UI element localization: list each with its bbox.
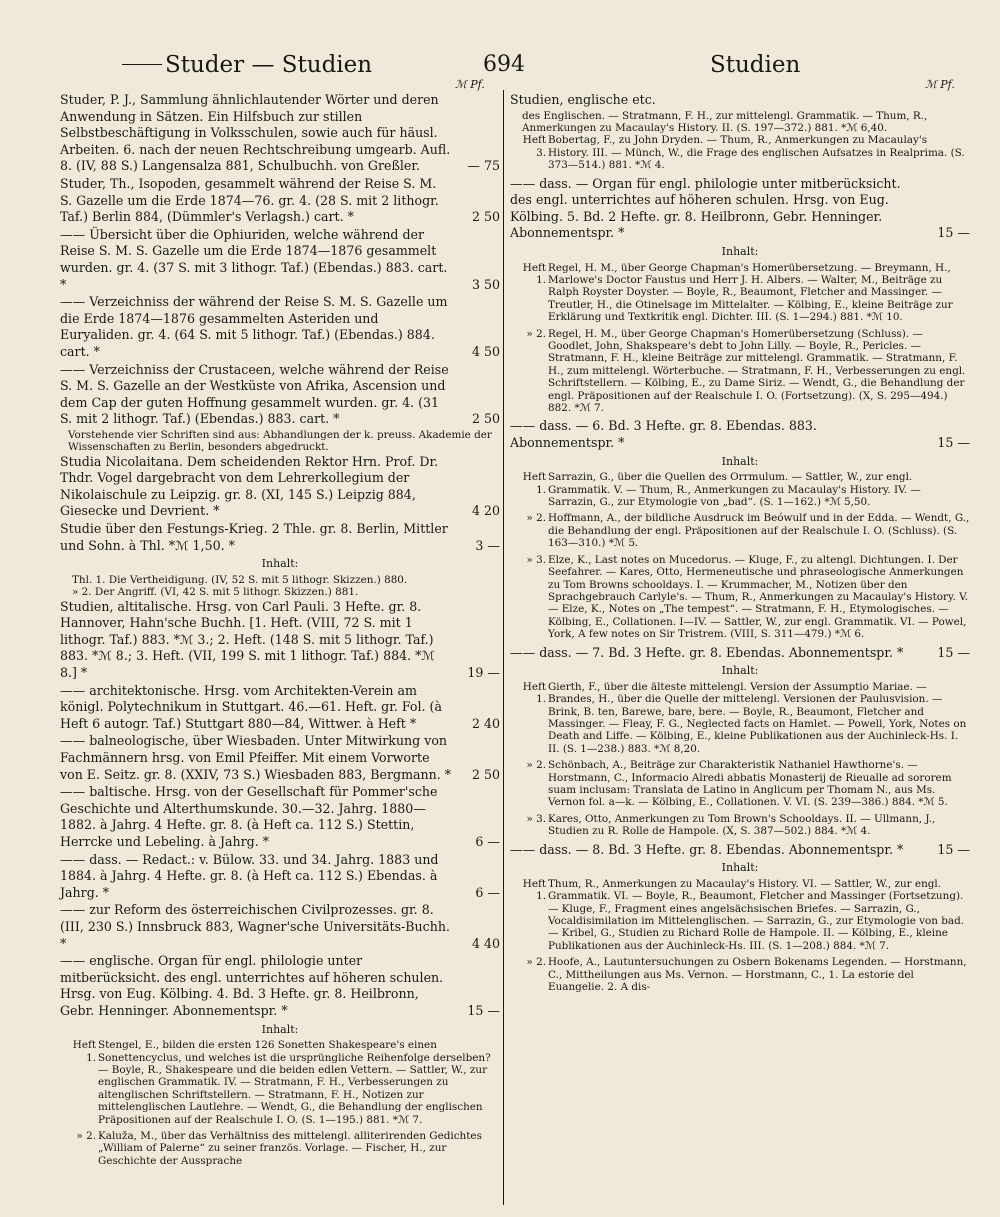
header-right-title: Studien [710,52,801,78]
entry-price: 2 50 [471,766,500,782]
entry-price: 15 — [937,841,970,857]
entry-text: —— zur Reform des österreichischen Civilprozesses. gr. 8. (III, 230 S.) Innsbruck 883, Wagner'sche Universitäts-Buchh. * [60,902,450,951]
entry-text: —— dass. — Organ für engl. philologie unter mitberücksicht. des engl. unterrichtes auf höheren schulen. Hrsg. von Eug. Kölbing. 5. Bd. 2 Hefte. gr. 8. Heilbronn, Gebr. Henninger. Abonnementspr. * [510,175,901,241]
inhalt-heading: Inhalt: [721,861,759,875]
entry-price: 4 20 [471,503,500,519]
heft-text: Bobertag, F., zu John Dryden. — Thum, R., Anmerkungen zu Macaulay's History. III. — Münch, W., die Frage des englischen Aufsatzes in Realprima. (S. 373—514.) 881. *ℳ 4. [548,134,965,172]
heft-label: » 2. [526,327,546,340]
inhalt-heading: Inhalt: [261,557,299,571]
heft-label: Heft 1. [522,261,546,286]
header-rule-left [122,64,162,65]
entry-price: 2 50 [471,209,500,225]
entry-continuation: des Englischen. — Stratmann, F. H., zur mittelengl. Grammatik. — Thum, R., Anmerkungen zu Macaulay's History. II. (S. 197—372.) 881. *ℳ 6,40. [522,109,928,134]
left-column [60,92,500,1171]
catalog-entry [60,92,500,175]
inhalt-line: » 2. Der Angriff. (VI, 42 S. mit 5 lithogr. Skizzen.) 881. [72,586,359,599]
catalog-entry [510,842,970,859]
entry-price: 4 40 [471,935,500,951]
entry-price: 15 — [937,225,970,241]
catalog-entry [60,953,500,1019]
catalog-entry [510,645,970,662]
heft-entry [510,134,970,171]
entry-price: 3 50 [471,276,500,292]
entry-price: — 75 [467,158,500,174]
heft-label: Heft 1. [522,680,546,706]
heft-entry [510,262,970,324]
currency-label-right: ℳ Pf. [925,78,955,91]
heft-entry [60,1039,500,1126]
heft-entry [510,759,970,809]
inhalt-line: Thl. 1. Die Vertheidigung. (IV, 52 S. mit 5 lithogr. Skizzen.) 880. [72,573,408,586]
heft-entry [510,554,970,641]
entry-text: Studie über den Festungs-Krieg. 2 Thle. gr. 8. Berlin, Mittler und Sohn. à Thl. *ℳ 1,50. * [60,521,448,553]
catalog-entry [60,902,500,952]
heft-text: Schönbach, A., Beiträge zur Charakteristik Nathaniel Hawthorne's. — Horstmann, C., Informacio Alredi abbatis Monasterij de Rieualle ad sororem suam inclusam: Translata de Latino in Anglicum per Thomam N., aus Ms. Vernon fol. a—k. — Kölbing, E., Collationen. V. VI. (S. 239—386.) 884. *ℳ 5. [548,759,952,809]
heft-text: Hoofe, A., Lautuntersuchungen zu Osbern Bokenams Legenden. — Horstmann, C., Mittheilungen aus Ms. Vernon. — Horstmann, C., 1. La estorie del Euangelie. 2. A dis- [548,956,967,994]
entry-price: 15 — [467,1002,500,1018]
catalog-entry [60,176,500,226]
inhalt-heading: Inhalt: [721,245,759,258]
heft-text: Kares, Otto, Anmerkungen zu Tom Brown's Schooldays. II. — Ullmann, J., Studien zu R. Rolle de Hampole. (X, S. 387—502.) 884. *ℳ 4. [548,812,936,838]
entry-text: —— dass. — 6. Bd. 3 Hefte. gr. 8. Ebendas. 883. Abonnementspr. * [510,418,817,451]
entry-text: Studien, englische etc. [510,92,656,107]
entry-price: 6 — [475,884,500,900]
entry-text: Studer, Th., Isopoden, gesammelt während der Reise S. M. S. Gazelle um die Erde 1874—76. gr. 4. (28 S. mit 2 lithogr. Taf.) Berlin 884, (Dümmler's Verlagsh.) cart. * [60,175,439,225]
catalog-entry [510,92,970,109]
heft-text: Stengel, E., bilden die ersten 126 Sonetten Shakespeare's einen Sonettencyclus, und welches ist die ursprüngliche Reihenfolge derselben? — Boyle, R., Shakespeare und die beiden edlen Vettern. — Sattler, W., zur englischen Grammatik. IV. — Stratmann, F. H., Verbesserungen zu altenglischen Schriftstellern. — Stratmann, F. H., Notizen zur mittelenglischen Lautlehre. — Wendt, G., die Behandlung der englischen Präpositionen auf der Realschule I. O. (S. 1—195.) 881. *ℳ 7. [98,1039,491,1126]
catalog-entry [60,683,500,733]
heft-label: Heft 1. [72,1039,96,1064]
heft-label: » 2. [526,956,546,969]
header-left-title: Studer — Studien [165,52,373,78]
heft-text: Regel, H. M., über George Chapman's Homerübersetzung. — Breymann, H., Marlowe's Doctor Faustus und Herr J. H. Albers. — Walter, M., Beiträge zu Ralph Royster Doyster. — Boyle, R., Beaumont, Fletcher and Massinger. — Treutler, H., die Otinelsage im Mittelalter. — Kölbing, E., kleine Beiträge zur Erklärung und Textkritik engl. Dichter. III. (S. 1—294.) 881. *ℳ 10. [548,261,953,324]
catalog-entry [60,521,500,554]
heft-entry [510,956,970,993]
heft-text: Sarrazin, G., über die Quellen des Orrmulum. — Sattler, W., zur engl. Grammatik. V. — Thum, R., Anmerkungen zu Macaulay's History. IV. — Sarrazin, G., zur Etymologie von „bad“. (S. 1—162.) *ℳ 5,50. [548,471,921,509]
entry-text: —— dass. — 8. Bd. 3 Hefte. gr. 8. Ebendas. Abonnementspr. * [510,841,904,857]
heft-text: Gierth, F., über die älteste mittelengl. Version der Assumptio Mariae. — Brandes, H., über die Quelle der mittelengl. Versionen der Paulusvision. — Brink, B. ten, Barewe, bare, bere. — Boyle, R., Beaumont, Fletcher and Massinger. — Fleay, F. G., Neglected facts on Hamlet. — Powell, York, Notes on Death and Liffe. — Kölbing, E., kleine Publikationen aus der Auchinleck-Hs. I. II. (S. 1—238.) 883. *ℳ 8,20. [548,680,967,755]
heft-entry [60,1130,500,1167]
heft-label: Heft 1. [522,471,546,496]
catalog-entry [60,852,500,902]
entry-text: Studia Nicolaitana. Dem scheidenden Rektor Hrn. Prof. Dr. Thdr. Vogel dargebracht von dem Lehrerkollegium der Nikolaischule zu Leipzig. gr. 8. (XI, 145 S.) Leipzig 884, Giesecke und Devrient. * [60,453,439,519]
catalog-entry [60,784,500,850]
entry-price: 3 — [475,537,500,553]
entry-price: 6 — [475,833,500,849]
entry-price: 2 50 [471,411,500,427]
heft-entry [510,878,970,952]
entry-price: 4 50 [471,343,500,359]
catalog-entry [60,362,500,428]
heft-label: » 2. [526,759,546,772]
heft-entry [510,328,970,415]
entry-price: 15 — [937,644,970,660]
heft-entry [510,471,970,508]
entry-text: —— Verzeichniss der Crustaceen, welche während der Reise S. M. S. Gazelle an der Westküste von Afrika, Ascension und dem Cap der guten Hoffnung gesammelt wurden. gr. 4. (31 S. mit 2 lithogr. Taf.) (Ebendas.) 883. cart. * [60,361,449,427]
heft-entry [510,813,970,838]
entry-text: —— baltische. Hrsg. von der Gesellschaft für Pommer'sche Geschichte und Alterthumskunde. 30.—32. Jahrg. 1880—1882. à Jahrg. 4 Hefte. gr. 8. (à Heft ca. 112 S.) Stettin, Herrcke und Lebeling. à Jahrg. * [60,784,438,849]
catalog-entry [510,418,970,451]
heft-label: » 2. [76,1129,96,1142]
inhalt-heading: Inhalt: [261,1022,299,1036]
currency-label-left: ℳ Pf. [455,78,485,91]
entry-text: —— balneologische, über Wiesbaden. Unter Mitwirkung von Fachmännern hrsg. von Emil Pfeiffer. Mit einem Vorworte von E. Seitz. gr. 8. (XXIV, 73 S.) Wiesbaden 883, Bergmann. * [60,733,452,782]
heft-label: Heft 3. [522,134,546,159]
heft-entry [510,512,970,549]
catalog-entry [60,227,500,293]
heft-label: » 2. [526,512,546,525]
inhalt-heading: Inhalt: [721,664,759,678]
heft-text: Regel, H. M., über George Chapman's Homerübersetzung (Schluss). — Goodlet, John, Shakspeare's debt to John Lilly. — Boyle, R., Pericles. — Stratmann, F. H., kleine Beiträge zur mittelengl. Grammatik. — Stratmann, F. H., zum mittelengl. Wörterbuche. — Stratmann, F. H., Verbesserungen zu engl. Schriftstellern. — Kölbing, E., zu Dame Siriz. — Wendt, G., die Behandlung der engl. Präpositionen auf der Realschule I. O. (Fortsetzung). (X, S. 295—494.) 882. *ℳ 7. [548,327,966,415]
entry-text: —— englische. Organ für engl. philologie unter mitberücksicht. des engl. unterrichtes auf höheren schulen. Hrsg. von Eug. Kölbing. 4. Bd. 3 Hefte. gr. 8. Heilbronn, Gebr. Henninger. Abonnementspr. * [60,953,444,1018]
heft-text: Hoffmann, A., der bildliche Ausdruck im Beówulf und in der Edda. — Wendt, G., die Behandlung der engl. Präpositionen auf der Realschule I. O. (Schluss). (S. 163—310.) *ℳ 5. [548,512,970,550]
inhalt-heading: Inhalt: [721,454,759,468]
catalog-entry [60,599,500,682]
entry-price: 19 — [467,665,500,681]
column-divider [503,90,504,1205]
entry-text: Studien, altitalische. Hrsg. von Carl Pauli. 3 Hefte. gr. 8. Hannover, Hahn'sche Buchh. [1. Heft. (VIII, 72 S. mit 1 lithogr. Taf.) 883. *ℳ 3.; 2. Heft. (148 S. mit 5 lithogr. Taf.) 883. *ℳ 8.; 3. Heft. (VII, 199 S. mit 1 lithogr. Taf.) 884. *ℳ 8.] * [60,598,435,681]
entry-price: 2 40 [471,715,500,731]
entry-text: —— Übersicht über die Ophiuriden, welche während der Reise S. M. S. Gazelle um die Erde 1874—1876 gesammelt wurden. gr. 4. (37 S. mit 3 lithogr. Taf.) (Ebendas.) 883. cart. * [60,226,448,292]
heft-label: » 3. [526,553,546,566]
heft-text: Kaluža, M., über das Verhältniss des mittelengl. alliterirenden Gedichtes „William of Palerne“ zu seiner französ. Vorlage. — Fischer, H., zur Geschichte der Aussprache [98,1129,482,1167]
heft-text: Thum, R., Anmerkungen zu Macaulay's History. VI. — Sattler, W., zur engl. Grammatik. VI. — Boyle, R., Beaumont, Fletcher and Massinger (Fortsetzung). — Kluge, F., Fragment eines angelsächsischen Briefes. — Sarrazin, G., Vocaldisimilation im Mittelenglischen. — Sarrazin, G., zur Etymologie von bad. — Kribel, G., Studien zu Richard Rolle de Hampole. II. — Kölbing, E., kleine Publikationen aus der Auchinleck-Hs. III. (S. 1—208.) 884. *ℳ 7. [548,877,965,952]
entry-text: Studer, P. J., Sammlung ähnlichlautender Wörter und deren Anwendung in Sätzen. Ein Hilfsbuch zur stillen Selbstbeschäftigung in Volksschulen, sowie auch für häusl. Arbeiten. 6. nach der neuen Rechtschreibung umgearb. Aufl. 8. (IV, 88 S.) Langensalza 881, Schulbuchh. von Greßler. [60,92,451,174]
entry-note: Vorstehende vier Schriften sind aus: Abhandlungen der k. preuss. Akademie der Wissenschaften zu Berlin, besonders abgedruckt. [68,428,492,454]
page-number: 694 [483,52,525,77]
catalog-entry [510,176,970,242]
catalog-entry [60,733,500,783]
catalog-entry [60,454,500,520]
entry-text: —— architektonische. Hrsg. vom Architekten-Verein am königl. Polytechnikum in Stuttgart. 46.—61. Heft. gr. Fol. (à Heft 6 autogr. Taf.) Stuttgart 880—84, Wittwer. à Heft * [60,682,442,731]
entry-price: 15 — [937,435,970,451]
heft-label: Heft 1. [522,877,546,903]
heft-text: Elze, K., Last notes on Mucedorus. — Kluge, F., zu altengl. Dichtungen. I. Der Seefahrer. — Kares, Otto, Hermeneutische und phraseologische Anmerkungen zu Tom Browns schooldays. I. — Krummacher, M., Notizen über den Sprachgebrauch Carlyle's. — Thum, R., Anmerkungen zu Macaulay's History. V. — Elze, K., Notes on „The tempest“. — Stratmann, F. H., Etymologisches. — Kölbing, E., Collationen. I—IV. — Sattler, W., zur engl. Grammatik. VI. — Powel, York, A few notes on Sir Tristrem. (VIII, S. 311—479.) *ℳ 6. [548,553,969,641]
entry-text: —— Verzeichniss der während der Reise S. M. S. Gazelle um die Erde 1874—1876 gesammelten Asteriden und Euryaliden. gr. 4. (64 S. mit 5 lithogr. Taf.) (Ebendas.) 884. cart. * [60,294,448,359]
catalog-entry [60,294,500,360]
heft-entry [510,681,970,755]
entry-text: —— dass. — 7. Bd. 3 Hefte. gr. 8. Ebendas. Abonnementspr. * [510,644,904,660]
entry-text: —— dass. — Redact.: v. Bülow. 33. und 34. Jahrg. 1883 und 1884. à Jahrg. 4 Hefte. gr. 8. (à Heft ca. 112 S.) Ebendas. à Jahrg. * [60,851,439,900]
right-column [510,92,970,997]
heft-label: » 3. [526,812,546,825]
